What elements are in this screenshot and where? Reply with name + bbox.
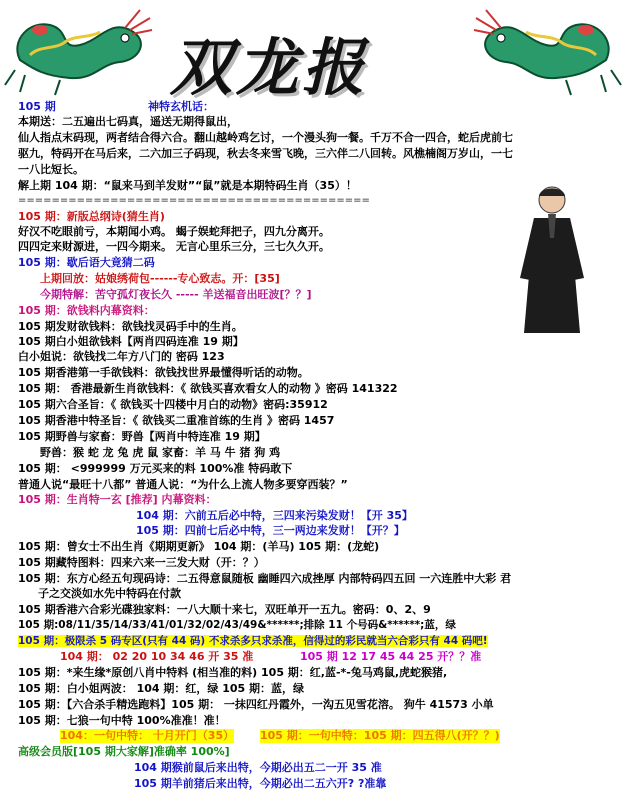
text-line: 104 期：六前五后必中特，三四来污染发财！【开 35】 [136,509,413,522]
text-line: 好汉不吃眼前亏，本期闻小鸡。 蝎子娱蛇拜把子，四九分离开。 [18,225,330,238]
banner [0,0,626,104]
text-line: 105 期：曾女士不出生肖《期期更新》 104 期：(羊马) 105 期：(龙蛇) [18,540,380,553]
text-line: 白小姐说：欲钱找二年方八门的 密码 123 [18,350,225,363]
text-line: 105 期香港第一手欲钱料：欲钱找世界最懂得听话的动物。 [18,366,309,379]
text-line: 上期回放：姑娘绣荷包------专心致志。开：[35] [40,272,280,285]
text-line: 105 期六合圣旨：《 欲钱买十四楼中月白的动物》密码:35912 [18,398,328,411]
text-line: 105 期： <999999 万元买来的料 100%准 特码敢下 [18,462,293,475]
text-line: 104：一句中特： 十月开门（35） [60,729,235,742]
text-line: 105 期 12 17 45 44 25 开？？准 [300,650,482,663]
text-line: 一八比短长。 [18,163,84,176]
right-dragon-icon [456,0,626,98]
text-line: 仙人指点末码现，两者结合得六合。翻山越岭鸡乞讨，一个漫头狗一餐。千万不合一四合，蛇后虎前七 [18,131,513,144]
text-line: 105 期香港六合彩光碟独家料：一八大顺十来七，双旺单开一五九。密码：0、2、9 [18,603,431,616]
highlight-text: 105 期：极限杀 5 码专区(只有 44 码) 不求杀多只求杀准，信得过的彩民就当六合彩只有 44 码吧! [18,635,488,647]
text-line: 105 期：东方心经五句现码诗：二五得意鼠随板 幽睡四六成挫厚 内部特码四五回 一六连胜中大彩 君 [18,572,512,585]
left-dragon-icon [0,0,160,98]
text-line: 104 期： 02 20 10 34 46 开 35 准 [60,650,254,663]
text-line: 105 期：一句中特：105 期：四五得八(开？？) [260,729,500,742]
text-line [18,634,488,648]
text-line: 野兽：猴 蛇 龙 兔 虎 鼠 家畜：羊 马 牛 猪 狗 鸡 [40,446,281,459]
divider: ========================================== [18,195,370,206]
text-line: 105 期：【六合杀手精选跑料】105 期： 一抹四红丹霞外，一沟五见雪花溶。 狗牛 41573 小单 [18,698,494,711]
issue-label: 105 期 [18,100,56,113]
text-line: 105 期发财欲钱料：欲钱找灵码手中的生肖。 [18,320,243,333]
text-line: 高级会员版[105 期大家解]准确率 100%] [18,745,230,758]
text-line: 105 期藏特图料：四来六来一三发大财（开：？） [18,556,265,569]
text-line: 普通人说“最旺十八都” 普通人说：“为什么上流人物多要穿西装？” [18,478,348,491]
text-line: 105 期白小姐欲钱料【两肖四码连准 19 期】 [18,335,244,348]
section-heading: 105 期：欲钱料内幕资料： [18,304,155,317]
section-heading: 105 期：歇后语大竟猜二码 [18,256,155,269]
section-heading: 105 期：新版总纲诗(猜生肖) [18,210,165,223]
text-line: 104 期猴前鼠后来出特，今期必出五二一开 35 准 [134,761,382,774]
text-line: 105 期野兽与家畜：野兽【两肖中特连准 19 期】 [18,430,266,443]
portrait-figure [512,178,592,338]
text-line: 105 期：七狼一句中特 100%准准！准！ [18,714,226,727]
section-heading: 神特玄机话： [148,100,214,113]
text-line: 105 期：四前七后必中特，三一两边来发财！【开？】 [136,524,405,537]
text-line: 105 期:08/11/35/14/33/41/01/32/02/43/49&******;排除 11 个号码&******;蓝，绿 [18,619,456,631]
text-line: 105 期香港中特圣旨：《 欲钱买二重准首练的生肖 》密码 1457 [18,414,335,427]
text-line: 子之交淡如水先中特码在付款 [38,587,181,600]
text-line: 105 期：白小姐两波： 104 期：红，绿 105 期：蓝，绿 [18,682,305,695]
page-title: 双龙报 [170,31,369,104]
text-line: 105 期： 香港最新生肖欲钱料：《 欲钱买喜欢看女人的动物 》密码 141322 [18,382,398,395]
text-line: 解上期 104 期：“鼠来马到羊发财”“鼠”就是本期特码生肖（35）！ [18,179,357,192]
text-line: 驱九，特码开在马后来，二六加三子码现，秋去冬来雪飞晚，三六伴二八回转。风樵楠阁万岁山，一七 [18,147,513,160]
text-line: 四四定来财源进，一四今期来。 无言心里乐三分，三七久久开。 [18,240,330,253]
text-line: 今期特解：苦守孤灯夜长久 ----- 羊送福音出旺波[？？] [40,288,312,301]
text-line: 105 期：*来生缘*原创八肖中特料 (相当准的料) 105 期：红,蓝-*-兔马鸡鼠,虎蛇猴猪, [18,666,448,679]
text-line: 105 期羊前猪后来出特，今期必出二五六开? ?准靠 [134,777,387,790]
section-heading: 105 期：生肖特一玄 [推荐] 内幕资料： [18,493,217,506]
text-line: 本期送：二五遍出七码真，遥送无期得鼠出， [18,115,238,128]
